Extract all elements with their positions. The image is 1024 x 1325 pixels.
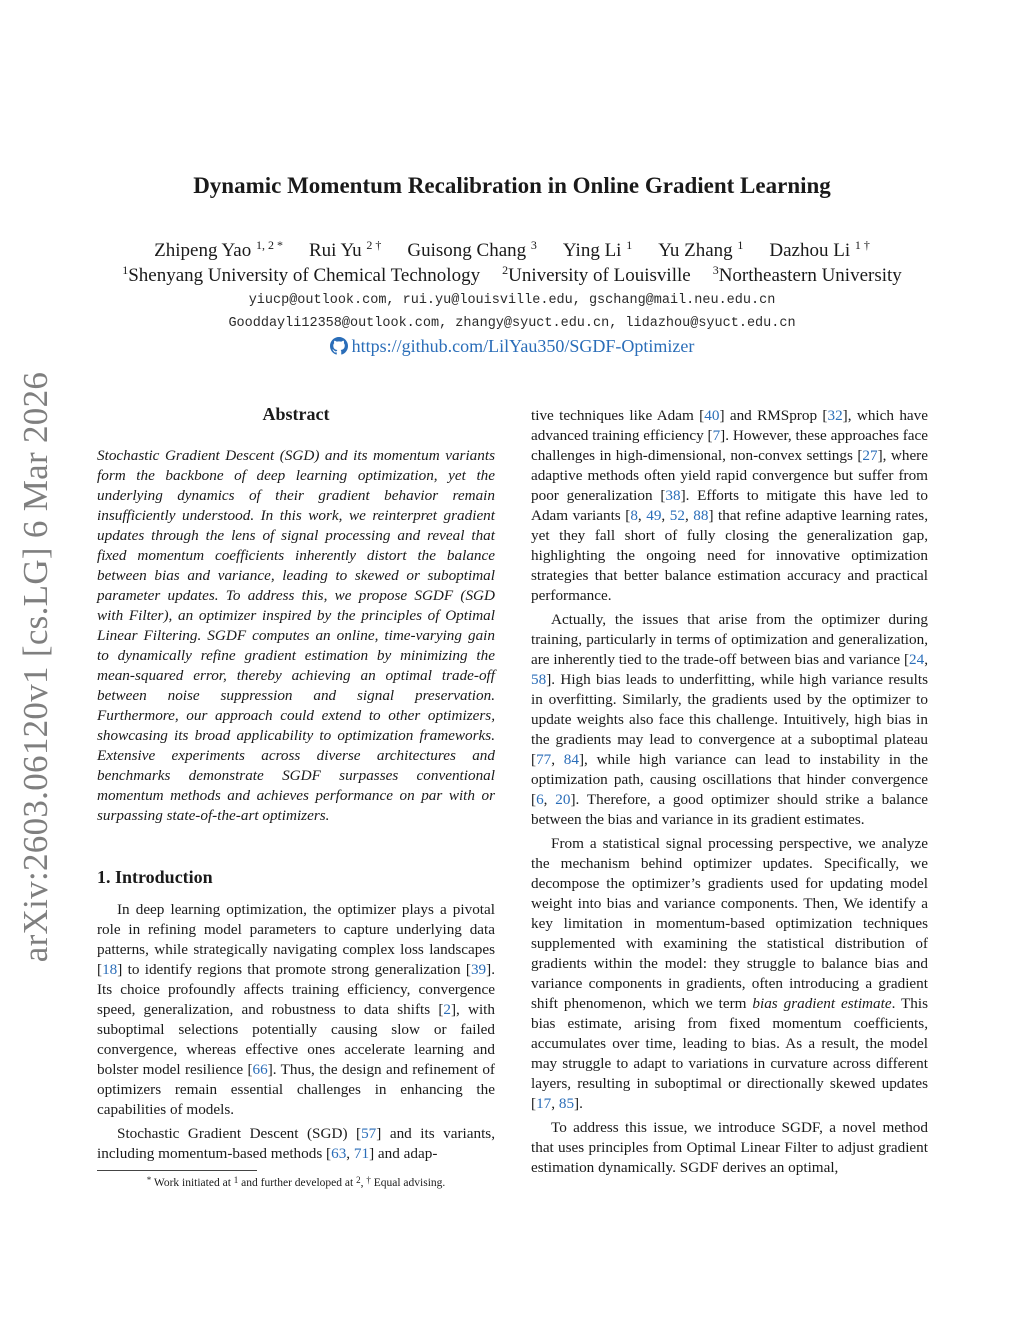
footnote-rule [97, 1170, 257, 1171]
citation-link[interactable]: 2 [443, 1001, 451, 1018]
citation-link[interactable]: 58 [531, 671, 547, 688]
intro-paragraph-4: From a statistical signal processing perspective, we analyze the mechanism behind optimizer updates. Specifically, we decompose the optimizer’s gradients used for updating model weight into bias and variance components. Then, We identify a key limitation in momentum-based optimization techniques supplemented with examining the statistical distribution of gradients within the model: they struggle to balance bias and variance components in gradients, often introducing a gradient shift phenomenon, which we term bias gradient estimate. This bias estimate, arising from fixed momentum coefficients, accumulates over time, leading to bias. As a result, the model may struggle to adapt to variations in curvature across different layers, resulting in suboptimal or directionally skewed updates [17, 85]. [531, 835, 928, 1112]
author-name: Yu Zhang $^1$ [658, 238, 744, 261]
citation-link[interactable]: 32 [827, 407, 843, 424]
citation-link[interactable]: 66 [252, 1061, 268, 1078]
citation-link[interactable]: 52 [669, 507, 685, 524]
introduction-heading: 1. Introduction [97, 867, 213, 887]
citation-link[interactable]: 8 [630, 507, 638, 524]
author-name: Dazhou Li $^{1 \dagger}$ [769, 238, 870, 261]
affiliation-list [0, 265, 1024, 287]
citation-link[interactable]: 18 [102, 961, 118, 978]
intro-paragraph-5: To address this issue, we introduce SGDF, a novel method that uses principles from Optimal Linear Filter to adjust gradient estimation dynamically. SGDF derives an optimal, [531, 1119, 928, 1176]
github-icon [330, 337, 348, 360]
author-list [0, 240, 1024, 262]
intro-paragraph-3: Actually, the issues that arise from the optimizer during training, particularly in terms of optimization and generalization, are inherently tied to the trade-off between bias and variance [24, 58]. High bias leads to underfitting, while high variance results in overfitting. Similarly, the gradients used by the optimizer to update weights also face this challenge. Intuitively, high bias in the gradients may lead to convergence at a suboptimal plateau [77, 84], while high variance can lead to instability in the optimization path, causing oscillations that hinder convergence [6, 20]. Therefore, a good optimizer should strike a balance between the bias and variance in its gradient estimates. [531, 611, 929, 828]
citation-link[interactable]: 38 [665, 487, 681, 504]
citation-link[interactable]: 24 [909, 651, 925, 668]
author-name: Ying Li $^1$ [562, 238, 633, 261]
author-emails-line-1: yiucp@outlook.com, rui.yu@louisville.edu, gschang@mail.neu.edu.cn [248, 293, 776, 308]
citation-link[interactable]: 40 [704, 407, 720, 424]
footnote: * Work initiated at $^1$ and further developed at $^2$, † Equal advising. [146, 1175, 446, 1189]
citation-link[interactable]: 84 [563, 751, 579, 768]
citation-link[interactable]: 20 [555, 791, 571, 808]
code-repository-link[interactable] [0, 336, 1024, 360]
intro-paragraph-1: In deep learning optimization, the optimizer plays a pivotal role in refining model parameters to capture underlying data patterns, while strategically navigating complex loss landscapes [18] to identify regions that promote strong generalization [39]. Its choice profoundly affects training efficiency, convergence speed, generalization, and robustness to data shifts [2], with suboptimal selections potentially causing slow or failed convergence, whereas effective ones accelerate learning and bolster model resilience [66]. Thus, the design and refinement of optimizers remain essential challenges in enhancing the capabilities of models. [97, 901, 495, 1118]
repo-url[interactable]: https://github.com/LilYau350/SGDF-Optimizer [351, 336, 695, 356]
citation-link[interactable]: 6 [536, 791, 544, 808]
abstract-text: Stochastic Gradient Descent (SGD) and its momentum variants form the backbone of deep learning optimization, yet the underlying dynamics of their gradient behavior remain insufficiently understood. In this work, we reinterpret gradient updates through the lens of signal processing and reveal that fixed momentum coefficients inherently distort the balance between bias and variance, leading to skewed or suboptimal parameter updates. To address this, we propose SGDF (SGD with Filter), an optimizer inspired by the principles of Optimal Linear Filtering. SGDF computes an online, time-varying gain to dynamically refine gradient estimation by minimizing the mean-squared error, thereby achieving an optimal trade-off between noise suppression and signal preservation. Furthermore, our approach could extend to other optimizers, showcasing its broad applicability to optimization frameworks. Extensive experiments across diverse architectures and benchmarks demonstrate SGDF surpasses conventional momentum methods and achieves performance on par with or surpassing state-of-the-art optimizers. [97, 447, 495, 824]
arxiv-identifier: arXiv:2603.06120v1 [cs.LG] 6 Mar 2026 [16, 371, 55, 963]
citation-link[interactable]: 85 [558, 1095, 575, 1112]
citation-link[interactable]: 57 [361, 1125, 377, 1142]
author-emails-line-2: Gooddayli12358@outlook.com, zhangy@syuct.edu.cn, lidazhou@syuct.edu.cn [228, 316, 796, 331]
citation-link[interactable]: 77 [536, 751, 552, 768]
citation-link[interactable]: 39 [470, 961, 487, 978]
citation-link[interactable]: 7 [712, 427, 721, 444]
author-name: Zhipeng Yao $^{1, 2 *}$ [154, 238, 283, 261]
citation-link[interactable]: 49 [646, 507, 662, 524]
intro-paragraph-2-end: tive techniques like Adam [40] and RMSprop [32], which have advanced training efficiency [7]. However, these approaches face challenges in high-dimensional, non-convex settings [27], where adaptive methods often yield rapid convergence but suffer from poor generalization [38]. Efforts to mitigate this have led to Adam variants [8, 49, 52, 88] that refine adaptive learning rates, yet they fall short of fully closing the generalization gap, highlighting the ongoing need for innovative optimization strategies that better balance estimation accuracy and practical performance. [531, 407, 929, 604]
introduction-column-right [531, 406, 928, 1178]
citation-link[interactable]: 71 [353, 1145, 370, 1162]
citation-link[interactable]: 63 [331, 1145, 347, 1162]
citation-link[interactable]: 88 [693, 507, 709, 524]
citation-link[interactable]: 27 [862, 447, 878, 464]
affiliation: $^2$University of Louisville [502, 263, 691, 286]
emphasized-term: bias gradient estimate [752, 995, 892, 1012]
intro-paragraph-2-start: Stochastic Gradient Descent (SGD) [57] and its variants, including momentum-based methods [63, 71] and adap- [97, 1125, 496, 1162]
affiliation: $^3$Northeastern University [712, 263, 902, 286]
abstract-heading: Abstract [262, 404, 330, 424]
introduction-column-left [97, 900, 495, 1164]
affiliation: $^1$Shenyang University of Chemical Technology [122, 263, 481, 286]
paper-title: Dynamic Momentum Recalibration in Online Gradient Learning [193, 173, 831, 198]
author-name: Rui Yu $^{2 \dagger}$ [309, 238, 382, 261]
author-name: Guisong Chang $^3$ [407, 238, 537, 261]
citation-link[interactable]: 17 [536, 1095, 552, 1112]
